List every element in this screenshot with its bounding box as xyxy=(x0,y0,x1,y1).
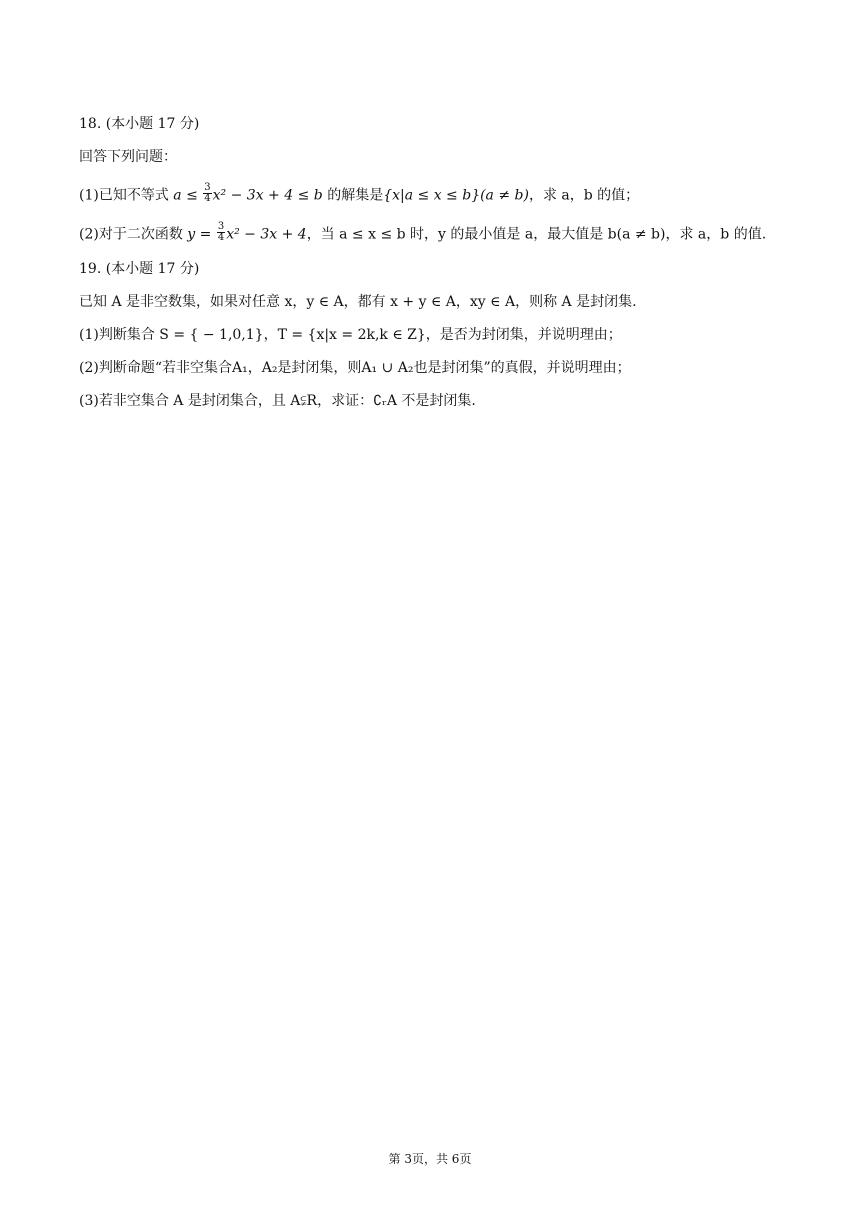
q18-p1-tail: ，求 a，b 的值； xyxy=(528,187,640,204)
q18-p1-mid: 的解集是 xyxy=(322,187,384,204)
q18-p1-label: (1)已知不等式 xyxy=(79,187,174,204)
q19-header: 19. (本小题 17 分) xyxy=(79,261,200,277)
document-body xyxy=(79,114,799,411)
q18-p2-fraction xyxy=(217,222,225,243)
q18-p1-leq: ≤ xyxy=(181,187,203,204)
q18-header: 18. (本小题 17 分) xyxy=(79,116,200,132)
q19-part1: (1)判断集合 S = { − 1,0,1}，T = {x|x = 2k,k ∈ Z}，是否为封闭集，并说明理由； xyxy=(79,327,622,343)
q18-intro: 回答下列问题： xyxy=(79,149,177,165)
fraction-numerator: 3 xyxy=(217,221,225,232)
q19-intro: 已知 A 是非空数集，如果对任意 x，y ∈ A，都有 x + y ∈ A，xy ∈ A，则称 A 是封闭集. xyxy=(79,294,637,310)
q18-part2 xyxy=(79,221,799,245)
page-footer: 第 3页，共 6页 xyxy=(388,1152,472,1166)
q18-p2-y-eq: y = xyxy=(187,226,216,243)
q18-p1-expr: x² − 3x + 4 ≤ xyxy=(212,187,314,204)
q18-part1 xyxy=(79,182,799,206)
q18-p1-fraction xyxy=(203,183,211,204)
q18-p1-b: b xyxy=(313,187,323,204)
q19-part2: (2)判断命题“若非空集合A₁，A₂是封闭集，则A₁ ∪ A₂也是封闭集”的真假，并说明理由； xyxy=(79,360,631,376)
fraction-denominator: 4 xyxy=(204,193,211,204)
q18-p2-tail: ，当 a ≤ x ≤ b 时，y 的最小值是 a，最大值是 b(a ≠ b)，求 a，b 的值. xyxy=(306,226,767,243)
q18-p2-expr: x² − 3x + 4 xyxy=(226,226,307,243)
q18-p1-a: a xyxy=(173,187,182,204)
fraction-numerator: 3 xyxy=(204,182,211,193)
fraction-denominator: 4 xyxy=(217,232,225,243)
q18-p2-label: (2)对于二次函数 xyxy=(79,226,188,243)
q18-p1-set: {x|a ≤ x ≤ b}(a ≠ b) xyxy=(383,187,529,204)
q19-part3: (3)若非空集合 A 是封闭集合，且 A⫋R，求证：∁ᵣA 不是封闭集. xyxy=(79,393,476,409)
